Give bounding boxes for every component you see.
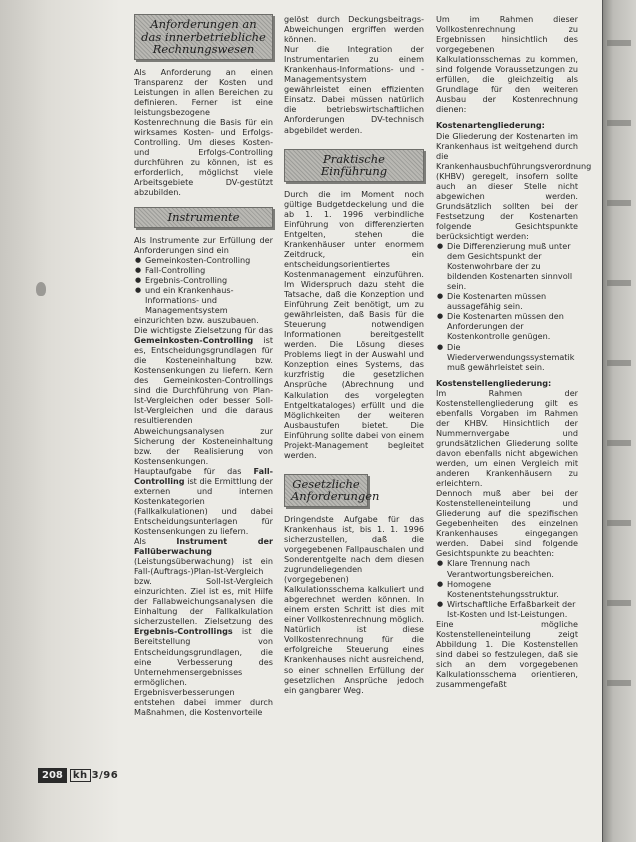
column-3: [436, 14, 592, 690]
bold-term: Fall-Controlling: [134, 465, 273, 486]
bullet-item: ● Die Kostenarten müssen aussagefähig sein.: [436, 291, 578, 311]
text-run: ist die Ermittlung der externen und internen Kostenkategorien (Fallkalkulationen) und dabei Entscheidungsunterlagen für Kostensenkungen zu liefern.: [134, 475, 273, 536]
paragraph: Im Rahmen der Kostenstellengliederung gilt es ebenfalls Vorgaben im Rahmen der KHBV. Hinsichtlich der Nummernvergabe und grundsätzlichen Gliederung sollte davon ebenfalls nicht abgewichen werden, um einen Vergleich mit anderen Krankenhäusern zu erleichtern.: [436, 387, 578, 489]
paragraph: Die Gliederung der Kostenarten im Krankenhaus ist weitgehend durch die Krankenhausbuchführungsverordnung (KHBV) geregelt, insofern sollte auch an dieser Stelle nicht abgewichen werden. Grundsätzlich sollten bei der Festsetzung der Kostenarten folgende Gesichtspunkte berücksichtigt werden:: [436, 130, 592, 241]
text-run: ist es, Entscheidungsgrundlagen für die Kosteneinhaltung bzw. Kostensenkungen zu liefern. Kern des Gemeinkosten-Controllings sind die Durchführung von Plan-Ist-Vergleichen oder besser Soll-Ist-Vergleichen und die daraus resultierenden Abweichungsanalysen zur Sicherung der Kosteneinhaltung bzw. der Realisierung von Kostensenkungen.: [134, 335, 273, 466]
paragraph: Dennoch muß aber bei der Kostenstelleneinteilung und Gliederung auf die spezifischen Gegebenheiten des einzelnen Krankenhauses eingegangen werden. Dabei sind folgende Gesichtspunkte zu beachten:: [436, 488, 578, 559]
paragraph: Nur die Integration der Instrumentarien zu einem Krankenhaus-Informations- und -Managementsystem gewährleistet einen effizienten Einsatz. Dabei müssen natürlich die betriebswirtschaftlichen Anforderungen DV-technisch abgebildet werden.: [284, 44, 424, 135]
bullet-item: ● Ergebnis-Controlling: [134, 275, 273, 285]
bullet-item: ● Die Differenzierung muß unter dem Gesichtspunkt der Kostenwohrbare der zu bildenden Kostenarten sinnvoll sein.: [436, 241, 578, 291]
journal-name: [70, 770, 118, 781]
paragraph: Dringendste Aufgabe für das Krankenhaus ist, bis 1. 1. 1996 sicherzustellen, daß die vorgegebenen Fallpauschalen und Sonderentgelte nach dem diesen zugrundeliegenden (vorgegebenen) Kalkulationsschema kalkuliert und abgerechnet werden können. In einem ersten Schritt ist dies mit einer Vollkostenrechnung möglich. Natürlich ist diese Vollkostenrechnung für die erfolgreiche Steuerung eines Krankenhauses nicht ausreichend, so einer schnellen Erfüllung der gesetzlichen Ansprüche jedoch ein gangbarer Weg.: [284, 513, 424, 695]
bullet-item: ● Klare Trennung nach Verantwortungsbereichen.: [436, 558, 578, 578]
subheading: Kostenartengliederung:: [436, 120, 545, 131]
bullet-item: ● und ein Krankenhaus-Informations- und Managementsystem: [134, 285, 273, 315]
paragraph: Um im Rahmen dieser Vollkostenrechnung zu Ergebnissen hinsichtlich des vorgegebenen Kalkulationsschemas zu kommen, sind folgende Voraussetzungen zu erfüllen, die gleichzeitig als Grundlage für den weiteren Ausbau der Kostenrechnung dienen:: [436, 14, 578, 115]
section-heading: Gesetzliche Anforderungen: [284, 474, 368, 507]
bold-term: Gemeinkosten-Controlling: [134, 335, 254, 346]
paragraph: Als Instrumente zur Erfüllung der Anforderungen sind ein: [134, 234, 273, 255]
paragraph: einzurichten bzw. auszubauen.: [134, 314, 259, 325]
text-run: Die wichtigste Zielsetzung für das: [134, 325, 273, 336]
binding-hole: [36, 282, 46, 296]
bold-term: Instrument der Fallüberwachung: [134, 536, 273, 557]
bullet-item: ● Wirtschaftliche Erfaßbarkeit der Ist-Kosten und Ist-Leistungen.: [436, 599, 578, 619]
text-run: Hauptaufgabe für das: [134, 465, 242, 476]
bullet-item: ● Die Kostenarten müssen den Anforderungen der Kostenkontrolle genügen.: [436, 311, 578, 341]
adjacent-page-edge: [602, 0, 636, 842]
paragraph: [134, 466, 273, 536]
subheading: Kostenstellengliederung:: [436, 377, 552, 388]
page-footer: [38, 768, 118, 783]
paragraph: [134, 325, 273, 466]
text-run: ist die Bereitstellung von Entscheidungsgrundlagen, die eine Verbesserung des Unternehmensergebnisses ermöglichen. Ergebnisverbesserungen entstehen dabei immer durch Maßnahmen, die Kostenvorteile: [134, 626, 274, 717]
bullet-item: ● Gemeinkosten-Controlling: [134, 255, 273, 265]
bullet-item: ● Die Wiederverwendungssystematik muß gewährleistet sein.: [436, 342, 578, 372]
section-heading: Instrumente: [134, 207, 273, 228]
column-1: [134, 14, 273, 717]
paragraph: Eine mögliche Kostenstelleneinteilung zeigt Abbildung 1. Die Kostenstellen sind dabei so festzulegen, daß sie sich an dem vorgegebenen Kalkulationsschema orientieren, zusammengefaßt: [436, 618, 578, 690]
section-heading: Praktische Einführung: [284, 149, 424, 182]
journal-issue: 3/96: [91, 770, 119, 781]
bullet-item: ● Homogene Kostenentstehungsstruktur.: [436, 579, 578, 599]
paragraph: gelöst durch Deckungsbeitrags-Abweichungen ergriffen werden können.: [284, 14, 424, 45]
paragraph: Als Anforderung an einen Transparenz der Kosten und Leistungen in allen Bereichen zu definieren. Ferner ist eine leistungsbezogene Kostenrechnung die Basis für ein wirksames Kosten- und Erfolgs-Controlling. Um dieses Kosten- und Erfolgs-Controlling durchführen zu können, ist es erforderlich, möglichst viele Arbeitsgebiete DV-gestützt abzubilden.: [134, 66, 273, 198]
text-run: Als: [134, 536, 147, 547]
page-gutter-shadow: [0, 0, 120, 842]
bullet-item: ● Fall-Controlling: [134, 265, 273, 275]
paragraph: [134, 536, 273, 717]
paragraph: Durch die im Moment noch gültige Budgetdeckelung und die ab 1. 1. 1996 verbindliche Einführung von differenzierten Entgelten, stehen die Krankenhäuser unter enormem Zeitdruck, ein entscheidungsorientiertes Kostenmanagement einzuführen. Im Widerspruch dazu steht die Tatsache, daß die Konzeption und Einführung Zeit benötigt, um zu gewährleisten, daß Basis für die Steuerung notwendigen Informationen bereitgestellt werden. Die Lösung dieses Problems liegt in der Auswahl und Konzeption eines Systems, das kurzfristig die gesetzlichen Ansprüche (Abrechnung und Kalkulation des vorgelegten Entgeltkataloges) erfüllt und die Möglichkeiten der weiteren Ausbaustufen bietet. Die Einführung sollte dabei von einem Projekt-Management begleitet werden.: [284, 188, 424, 460]
column-2: [284, 14, 424, 695]
bold-term: Ergebnis-Controllings: [134, 626, 233, 637]
page-number: 208: [38, 768, 67, 783]
text-run: (Leistungsüberwachung) ist ein Fall-(Auftrags-)Plan-Ist-Vergleich bzw. Soll-Ist-Vergleich einzurichten. Ziel ist es, mit Hilfe der Fallabweichungsanalysen die Einhaltung der Fallkalkulation sicherzustellen. Zielsetzung des: [134, 556, 273, 627]
section-heading: Anforderungen an das innerbetriebliche Rechnungswesen: [134, 14, 273, 60]
journal-logo-box: kh: [70, 769, 91, 782]
